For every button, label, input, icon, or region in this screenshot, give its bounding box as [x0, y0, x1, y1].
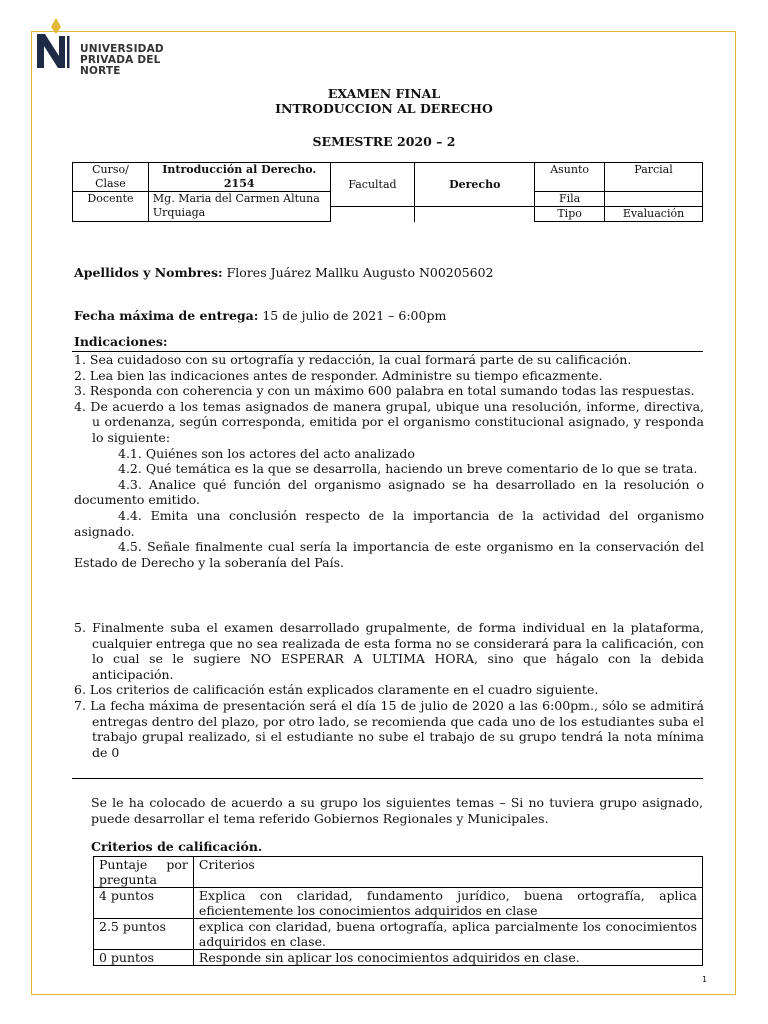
- criteria-col-score: Puntaje por pregunta: [94, 857, 194, 888]
- table-row: [94, 888, 703, 919]
- indication-7: 7. La fecha máxima de presentación será el día 15 de julio de 2020 a las 6:00pm., sólo se admitirá entregas dentro del plazo, por otro lado, se recomienda que cada uno de los estudiantes suba el trabajo grupal realizado, si el estudiante no sube el trabajo de su grupo tendrá la nota mínima de 0: [74, 697, 704, 760]
- deadline-line: [74, 308, 446, 323]
- fila-value: [605, 192, 703, 207]
- page-number: 1: [702, 975, 708, 984]
- criteria-table: [93, 856, 703, 966]
- indications-list-2: [74, 620, 704, 760]
- student-label: Apellidos y Nombres:: [74, 265, 223, 280]
- indication-4: 4. De acuerdo a los temas asignados de manera grupal, ubique una resolución, informe, directiva, u ordenanza, según corresponda, emitida por el organismo constitucional asignado, y responda lo siguiente:: [74, 398, 704, 445]
- table-row: [94, 950, 703, 966]
- criteria-score: 2.5 puntos: [94, 919, 194, 950]
- fila-label: Fila: [535, 192, 605, 207]
- logo-wordmark: [80, 44, 204, 77]
- indications-heading: Indicaciones:: [74, 334, 168, 349]
- criteria-score: 0 puntos: [94, 950, 194, 966]
- tipo-label: Tipo: [535, 207, 605, 222]
- indication-4-1: 4.1. Quiénes son los actores del acto analizado: [118, 445, 415, 461]
- deadline-label: Fecha máxima de entrega:: [74, 308, 259, 323]
- curso-value: Introducción al Derecho. 2154: [148, 163, 330, 192]
- indications-list: [74, 352, 704, 570]
- logo-line1: UNIVERSIDAD: [80, 43, 164, 55]
- info-table: [72, 162, 703, 222]
- indication-5: 5. Finalmente suba el examen desarrollado grupalmente, de forma individual en la plataforma, cualquier entrega que no sea realizada de esta forma no se considerará para la calificación, con lo cual se le sugiere NO ESPERAR A ULTIMA HORA, sino que hágalo con la debida anticipación.: [74, 620, 704, 682]
- criteria-header-row: [94, 857, 703, 888]
- criteria-desc: explica con claridad, buena ortografía, aplica parcialmente los conocimientos adquiridos en clase.: [193, 919, 702, 950]
- university-logo: [34, 18, 204, 77]
- criteria-heading: Criterios de calificación.: [91, 839, 263, 854]
- asunto-value: Parcial: [605, 163, 703, 192]
- table-row: [94, 919, 703, 950]
- docente-value: Mg. Maria del Carmen Altuna Urquiaga: [148, 192, 330, 222]
- deadline-value: 15 de julio de 2021 – 6:00pm: [262, 308, 447, 323]
- facultad-label: Facultad: [330, 163, 415, 207]
- upn-logo-icon: [34, 18, 80, 70]
- asunto-label: Asunto: [535, 163, 605, 192]
- tipo-value: Evaluación: [605, 207, 703, 222]
- criteria-score: 4 puntos: [94, 888, 194, 919]
- indication-1: 1. Sea cuidadoso con su ortografía y redacción, la cual formará parte de su calificación.: [74, 352, 632, 367]
- facultad-value: Derecho: [415, 163, 535, 207]
- semester-title: SEMESTRE 2020 – 2: [312, 134, 456, 149]
- indication-3: 3. Responda con coherencia y con un máximo 600 palabra en total sumando todas las respuestas.: [74, 383, 695, 399]
- curso-label: Curso/ Clase: [73, 163, 149, 192]
- topics-note: Se le ha colocado de acuerdo a su grupo los siguientes temas – Si no tuviera grupo asignado, puede desarrollar el tema referido Gobiernos Regionales y Municipales.: [91, 795, 703, 826]
- criteria-desc: Explica con claridad, fundamento jurídico, buena ortografía, aplica eficientemente los conocimientos adquiridos en clase: [193, 888, 702, 919]
- indication-4-3: 4.3. Analice qué función del organismo asignado se ha desarrollado en la resolución o documento emitido.: [74, 476, 704, 508]
- student-name: Flores Juárez Mallku Augusto N00205602: [226, 265, 494, 280]
- indication-4-4: 4.4. Emita una conclusión respecto de la importancia de la actividad del organismo asignado.: [74, 507, 704, 539]
- section-rule: [72, 778, 703, 779]
- indication-4-2: 4.2. Qué temática es la que se desarrolla, haciendo un breve comentario de lo que se trata.: [118, 461, 698, 477]
- exam-title: EXAMEN FINAL: [327, 86, 441, 101]
- criteria-desc: Responde sin aplicar los conocimientos adquiridos en clase.: [193, 950, 702, 966]
- course-title: INTRODUCCION AL DERECHO: [275, 101, 493, 116]
- docente-label: Docente: [73, 192, 149, 222]
- logo-line2: PRIVADA DEL NORTE: [80, 54, 161, 77]
- indication-4-5: 4.5. Señale finalmente cual sería la importancia de este organismo en la conservación del Estado de Derecho y la soberanía del País.: [74, 539, 704, 570]
- student-line: [74, 265, 494, 280]
- indication-6: 6. Los criterios de calificación están explicados claramente en el cuadro siguiente.: [74, 682, 599, 698]
- criteria-col-desc: Criterios: [193, 857, 702, 888]
- indication-2: 2. Lea bien las indicaciones antes de responder. Administre su tiempo eficazmente.: [74, 367, 603, 383]
